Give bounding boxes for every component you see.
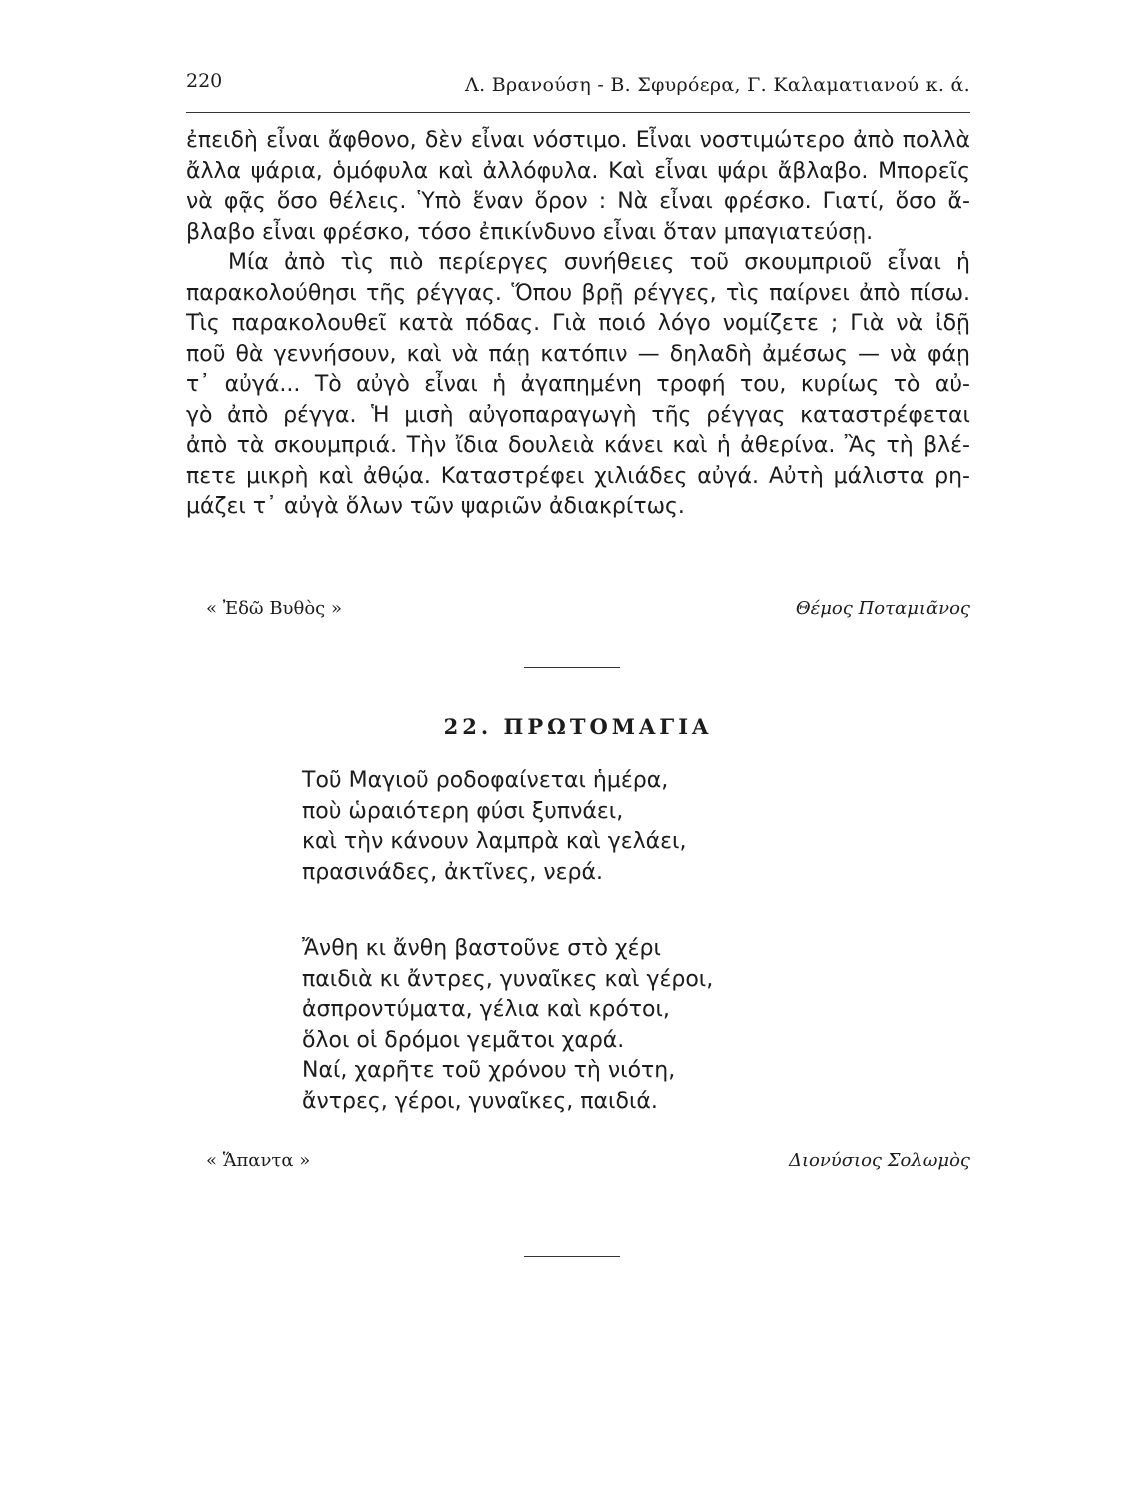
author-name: Διονύσιος Σολωμὸς — [788, 1150, 970, 1171]
source-title: « Ἅπαντα » — [206, 1150, 311, 1171]
poem-line: ἀσπροντύματα, γέλια καὶ κρότοι, — [302, 997, 670, 1022]
running-head: Λ. Βρανούση - Β. Σφυρόερα, Γ. Καλαματιανού κ. ά. — [465, 74, 970, 96]
page-header — [186, 70, 970, 110]
poem-line: παιδιὰ κι ἄντρες, γυναῖκες καὶ γέροι, — [302, 966, 714, 992]
author-name: Θέμος Ποταμιᾶνος — [795, 598, 970, 619]
prose-line: Τὶς παρακολουθεῖ κατὰ πόδας. Γιὰ ποιό λόγο νομίζετε ; Γιὰ νὰ ἰδῇ — [186, 311, 970, 336]
attribution-1 — [186, 598, 970, 628]
poem-line: Τοῦ Μαγιοῦ ροδοφαίνεται ἡμέρα, — [302, 768, 669, 793]
section-separator — [524, 667, 620, 668]
prose-line: ἀπὸ τὰ σκουμπριά. Τὴν ἴδια δουλειὰ κάνει καὶ ἡ ἀθερίνα. Ἂς τὴ βλέ- — [186, 433, 970, 458]
prose-line: τ᾽ αὐγά... Τὸ αὐγὸ εἶναι ἡ ἀγαπημένη τροφή του, κυρίως τὸ αὐ- — [186, 372, 970, 397]
prose-line: πετε μικρὴ καὶ ἀθῴα. Καταστρέφει χιλιάδες αὐγά. Αὐτὴ μάλιστα ρη- — [186, 463, 970, 489]
prose-line: γὸ ἀπὸ ρέγγα. Ἡ μισὴ αὐγοπαραγωγὴ τῆς ρέγγας καταστρέφεται — [186, 402, 970, 428]
prose-line: παρακολούθησι τῆς ρέγγας. Ὅπου βρῇ ρέγγες, τὶς παίρνει ἀπὸ πίσω. — [186, 280, 970, 306]
poem-line: Ἄνθη κι ἄνθη βαστοῦνε στὸ χέρι — [302, 936, 661, 961]
header-rule — [186, 112, 970, 113]
prose-text — [186, 126, 970, 523]
poem-line: Ναί, χαρῆτε τοῦ χρόνου τὴ νιότη, — [302, 1058, 676, 1083]
source-title: « Ἐδῶ Βυθὸς » — [206, 598, 342, 619]
prose-line: ἄλλα ψάρια, ὁμόφυλα καὶ ἀλλόφυλα. Καὶ εἶναι ψάρι ἄβλαβο. Μπορεῖς — [186, 158, 970, 184]
page-number: 220 — [186, 70, 223, 92]
poem-line: ποὺ ὡραιότερη φύσι ξυπνάει, — [302, 798, 624, 824]
section-title: 22. ΠΡΩΤΟΜΑΓΙΑ — [443, 714, 713, 739]
poem-line: ἄντρες, γέροι, γυναῖκες, παιδιά. — [302, 1088, 658, 1114]
prose-line: βλαβο εἶναι φρέσκο, τόσο ἐπικίνδυνο εἶναι ὅταν μπαγιατεύσῃ. — [186, 219, 874, 245]
section-separator — [524, 1256, 620, 1257]
poem-line: ὅλοι οἱ δρόμοι γεμᾶτοι χαρά. — [302, 1027, 625, 1053]
prose-line: ἐπειδὴ εἶναι ἄφθονο, δὲν εἶναι νόστιμο. Εἶναι νοστιμώτερο ἀπὸ πολλὰ — [186, 128, 970, 153]
prose-line: νὰ φᾷς ὅσο θέλεις. Ὑπὸ ἕναν ὅρον : Νὰ εἶναι φρέσκο. Γιατί, ὅσο ἄ- — [186, 189, 970, 214]
prose-line: μάζει τ᾽ αὐγὰ ὅλων τῶν ψαριῶν ἀδιακρίτως. — [186, 494, 685, 519]
prose-line: Μία ἀπὸ τὶς πιὸ περίεργες συνήθειες τοῦ σκουμπριοῦ εἶναι ἡ — [228, 250, 970, 275]
attribution-2 — [186, 1150, 970, 1180]
poem-stanza-2 — [302, 934, 713, 1117]
prose-line: ποῦ θὰ γεννήσουν, καὶ νὰ πάῃ κατόπιν — δηλαδὴ ἀμέσως — νὰ φάῃ — [186, 341, 970, 367]
poem-line: πρασινάδες, ἀκτῖνες, νερά. — [302, 859, 604, 885]
poem-stanza-1 — [302, 766, 687, 888]
poem-line: καὶ τὴν κάνουν λαμπρὰ καὶ γελάει, — [302, 829, 687, 854]
